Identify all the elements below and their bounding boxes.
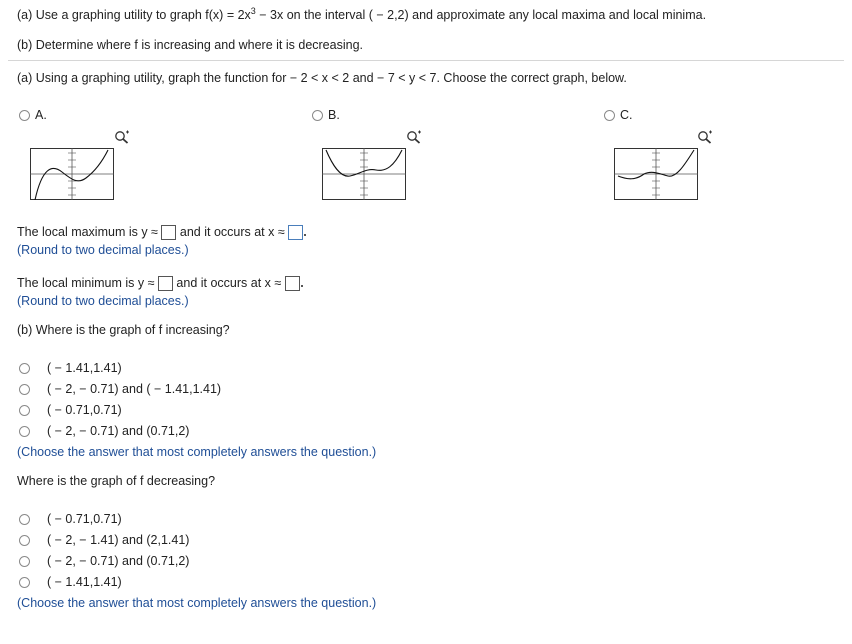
local-max-hint: (Round to two decimal places.) [17,243,189,257]
graph-option-b-radio[interactable] [312,110,323,121]
increasing-option-2-label: ( − 2, − 0.71) and ( − 1.41,1.41) [47,382,222,396]
graph-thumbnail-a[interactable] [30,148,114,200]
increasing-option-2-radio[interactable] [19,384,30,395]
increasing-option-4-label: ( − 2, − 0.71) and (0.71,2) [47,424,190,438]
question-part-a: (a) Use a graphing utility to graph $f(x) = 2x^3 - 3x$ on the interval ( − 2,2) and approximate any local maxima and local minima. [17,5,707,22]
increasing-hint: (Choose the answer that most completely answers the question.) [17,445,377,459]
increasing-option-1-label: ( − 1.41,1.41) [47,361,122,375]
local-max-x-input[interactable] [288,225,303,240]
cursor-dot [301,285,303,287]
decreasing-option-4-radio[interactable] [19,577,30,588]
graph-option-a-radio[interactable] [19,110,30,121]
increasing-option-3-label: ( − 0.71,0.71) [47,403,122,417]
decreasing-option-2-radio[interactable] [19,535,30,546]
decreasing-option-1-radio[interactable] [19,514,30,525]
increasing-question: (b) Where is the graph of f increasing? [17,323,230,337]
zoom-icon[interactable] [697,130,713,144]
increasing-option-4-radio[interactable] [19,426,30,437]
local-max-row: The local maximum is y ≈ and it occurs at x ≈ [17,224,306,241]
decreasing-hint: (Choose the answer that most completely answers the question.) [17,596,377,610]
zoom-icon[interactable] [406,130,422,144]
graph-option-a-label: A. [35,108,47,122]
increasing-option-1-radio[interactable] [19,363,30,374]
local-min-x-input[interactable] [285,276,300,291]
decreasing-question: Where is the graph of f decreasing? [17,474,216,488]
decreasing-option-3-radio[interactable] [19,556,30,567]
increasing-option-3-radio[interactable] [19,405,30,416]
local-max-y-input[interactable] [161,225,176,240]
graph-option-c-label: C. [620,108,633,122]
separator [8,60,844,61]
local-min-row: The local minimum is y ≈ and it occurs at x ≈ [17,275,303,292]
graph-prompt: (a) Using a graphing utility, graph the function for − 2 < x < 2 and − 7 < y < 7. Choose the correct graph, below. [17,71,627,85]
cursor-dot [304,234,306,236]
graph-thumbnail-c[interactable] [614,148,698,200]
local-min-hint: (Round to two decimal places.) [17,294,189,308]
local-min-y-input[interactable] [158,276,173,291]
graph-option-c-radio[interactable] [604,110,615,121]
decreasing-option-4-label: ( − 1.41,1.41) [47,575,122,589]
graph-option-b-label: B. [328,108,340,122]
zoom-icon[interactable] [114,130,130,144]
decreasing-option-1-label: ( − 0.71,0.71) [47,512,122,526]
graph-thumbnail-b[interactable] [322,148,406,200]
question-part-b: (b) Determine where f is increasing and where it is decreasing. [17,38,363,52]
decreasing-option-2-label: ( − 2, − 1.41) and (2,1.41) [47,533,190,547]
decreasing-option-3-label: ( − 2, − 0.71) and (0.71,2) [47,554,190,568]
